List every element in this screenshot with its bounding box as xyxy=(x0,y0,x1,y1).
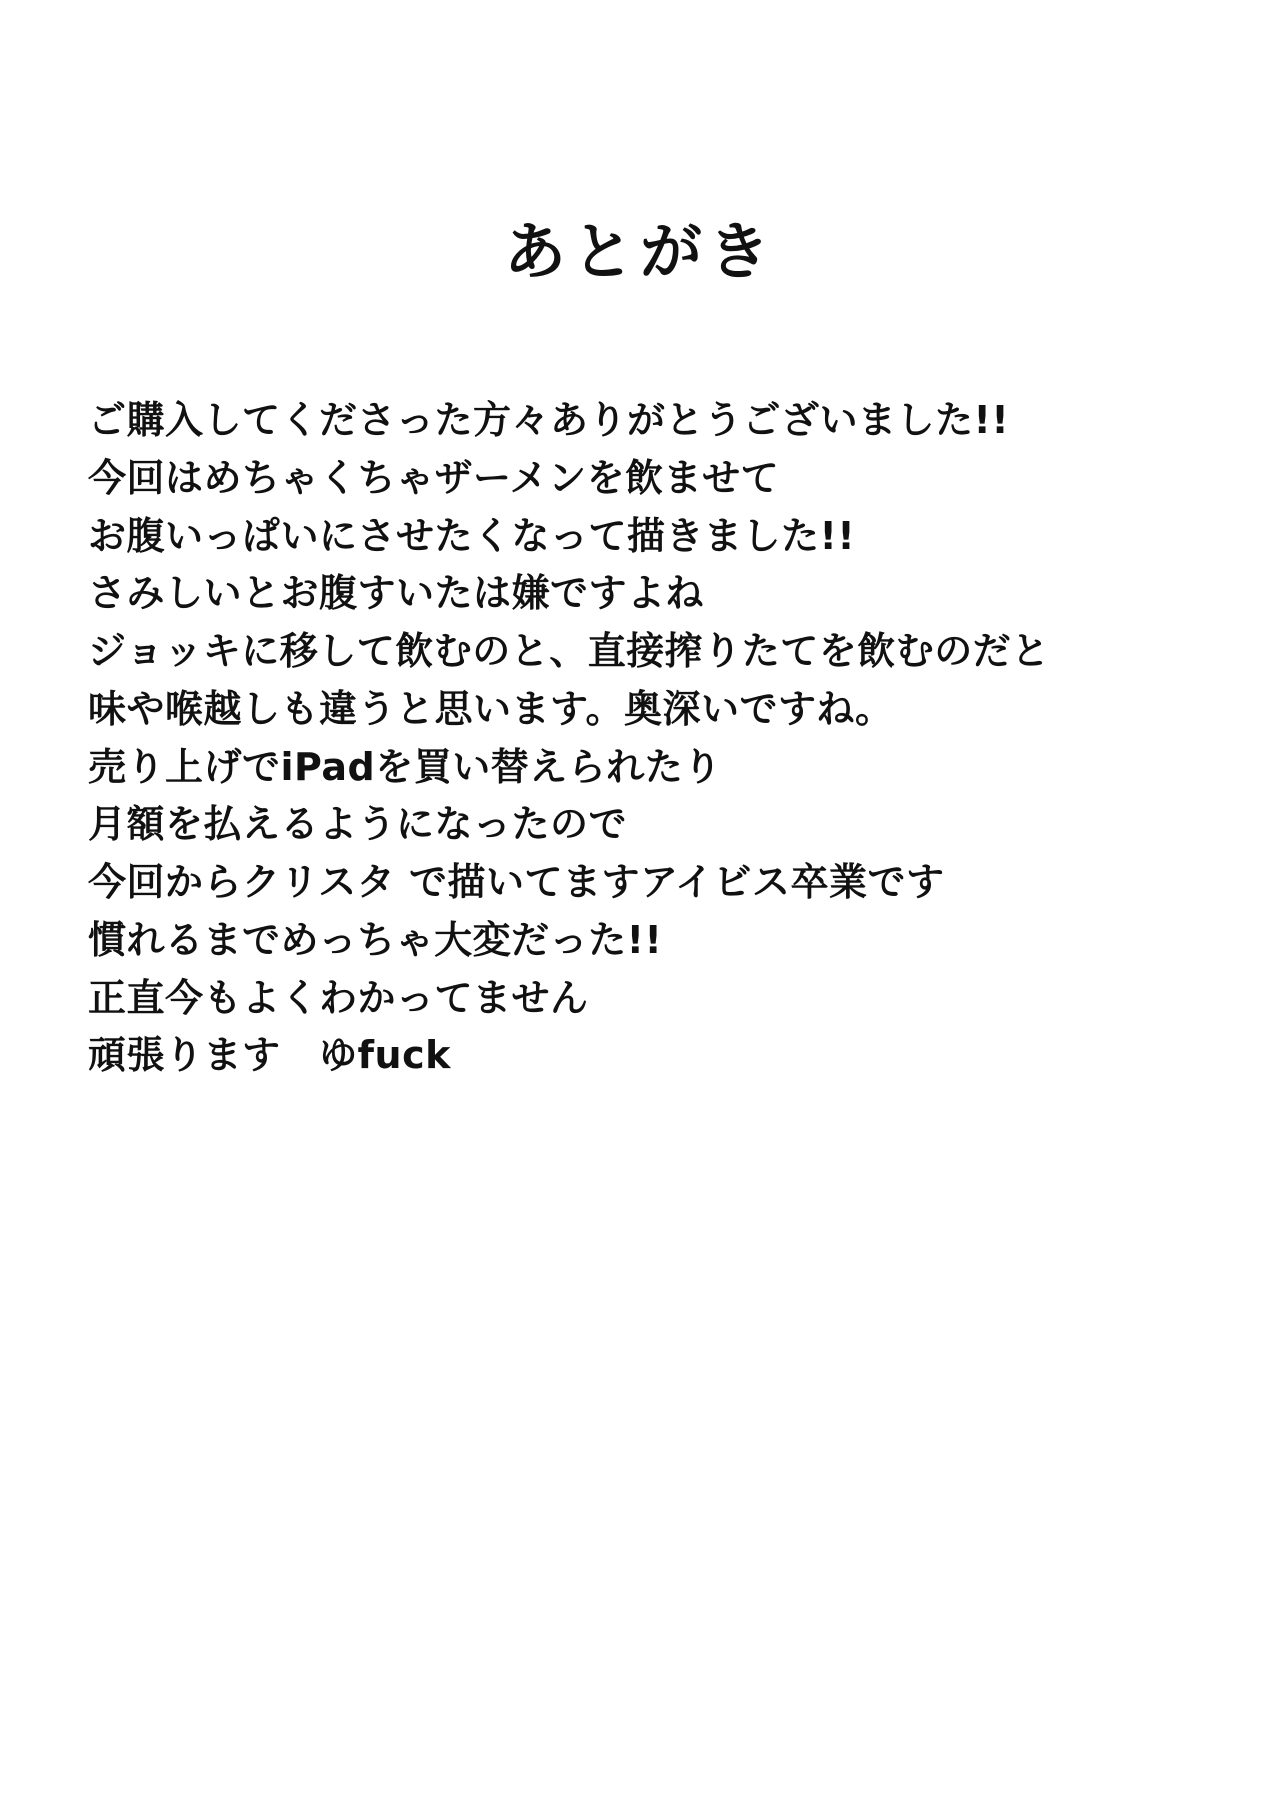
body-line: さみしいとお腹すいたは嫌ですよね xyxy=(88,571,705,616)
body-line: お腹いっぱいにさせたくなって描きました!! xyxy=(88,513,856,558)
afterword-body xyxy=(88,392,1208,1085)
body-line: 慣れるまでめっちゃ大変だった!! xyxy=(88,917,663,962)
body-line: 今回からクリスタ で描いてますアイビス卒業です xyxy=(88,860,945,904)
body-line: ご購入してくださった方々ありがとうございました!! xyxy=(88,398,1010,442)
body-line: 正直今もよくわかってません xyxy=(88,975,589,1020)
page-title: あとがき xyxy=(503,215,776,288)
body-line: 月額を払えるようになったので xyxy=(88,802,628,847)
body-line: ジョッキに移して飲むのと、直接搾りたてを飲むのだと xyxy=(88,629,1050,673)
body-line: 味や喉越しも違うと思います。奥深いですね。 xyxy=(88,686,894,731)
body-line: 今回はめちゃくちゃザーメンを飲ませて xyxy=(88,455,780,500)
body-line: 売り上げでiPadを買い替えられたり xyxy=(88,744,722,789)
body-line: 頑張ります ゆfuck xyxy=(88,1033,451,1078)
